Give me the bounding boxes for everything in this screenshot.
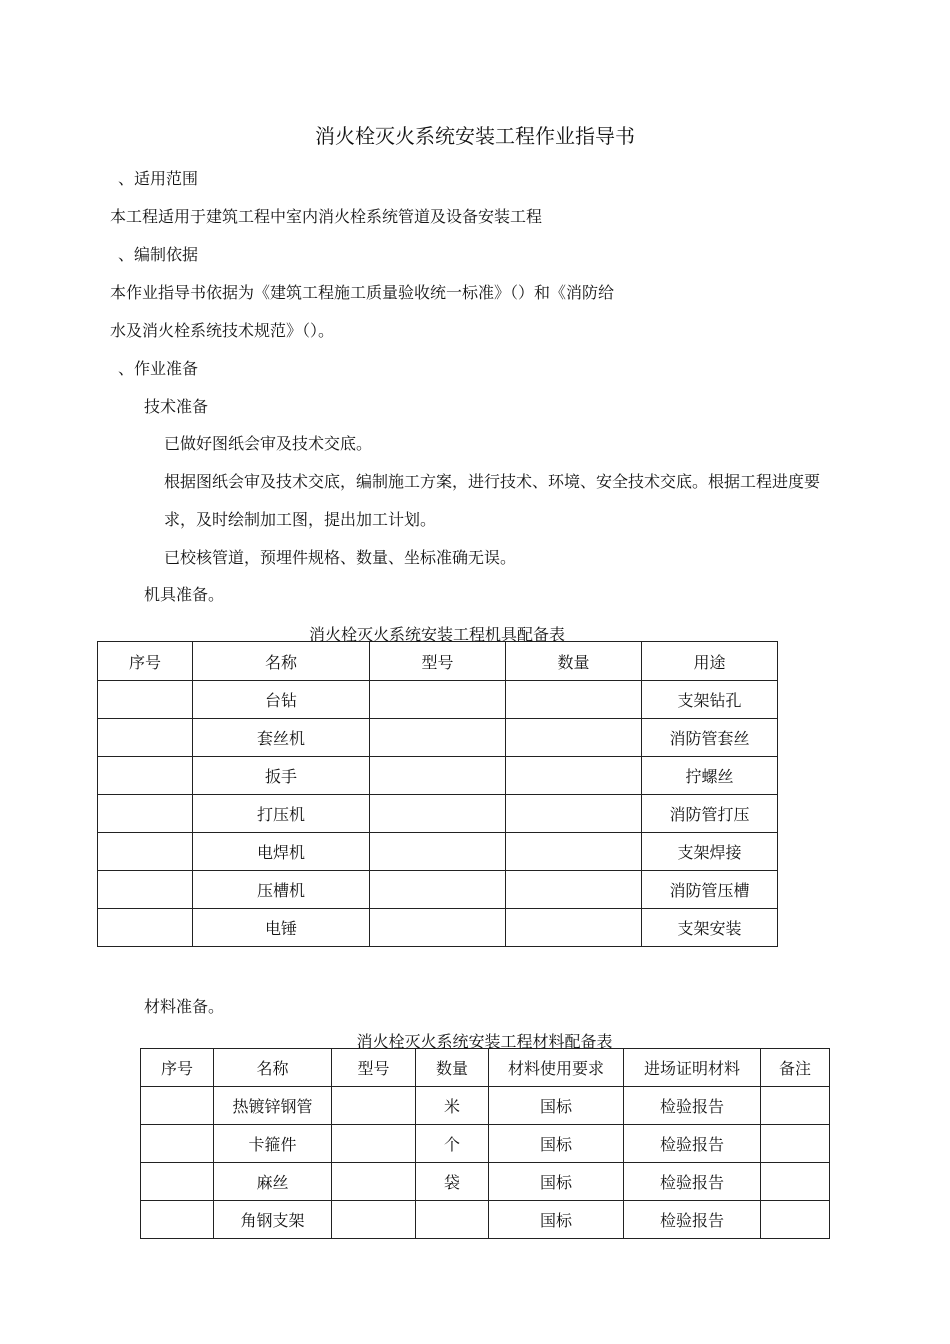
table-cell: [141, 1163, 214, 1201]
tech-item-2-line1: 根据图纸会审及技术交底，编制施工方案，进行技术、环境、安全技术交底。根据工程进度要: [164, 472, 821, 491]
table-cell: [761, 1201, 830, 1239]
table-row: [98, 909, 778, 947]
table-cell: [506, 681, 642, 719]
table-cell: 台钻: [193, 681, 370, 719]
table-cell: [98, 681, 193, 719]
table-row: [141, 1201, 830, 1239]
table-cell: [761, 1163, 830, 1201]
table-cell: 拧螺丝: [642, 757, 778, 795]
table-cell: [332, 1087, 416, 1125]
table-cell: [506, 909, 642, 947]
table-row: [98, 719, 778, 757]
table-cell: 个: [416, 1125, 489, 1163]
table-cell: [416, 1201, 489, 1239]
subheading-material-prep: 材料准备。: [144, 997, 225, 1016]
table-row: [141, 1087, 830, 1125]
section-heading-preparation: 、作业准备: [118, 359, 199, 378]
table-cell: 检验报告: [624, 1125, 761, 1163]
machine-table-header-row: [98, 642, 778, 681]
table-cell: [332, 1163, 416, 1201]
table-row: [141, 1163, 830, 1201]
table-cell: [141, 1125, 214, 1163]
table-cell: 支架钻孔: [642, 681, 778, 719]
material-table-header-cell: 序号: [141, 1049, 214, 1087]
table-cell: [370, 681, 506, 719]
table-cell: 袋: [416, 1163, 489, 1201]
table-cell: [761, 1125, 830, 1163]
table-cell: [506, 719, 642, 757]
material-table: [140, 1048, 830, 1239]
material-table-header-cell: 备注: [761, 1049, 830, 1087]
table-cell: 支架安装: [642, 909, 778, 947]
material-table-body: [141, 1049, 830, 1239]
table-cell: 电锤: [193, 909, 370, 947]
table-row: [98, 871, 778, 909]
table-cell: [332, 1125, 416, 1163]
table-cell: 麻丝: [214, 1163, 332, 1201]
machine-table-header-cell: 序号: [98, 642, 193, 681]
machine-table: [97, 641, 778, 947]
section-heading-basis: 、编制依据: [118, 245, 199, 264]
table-row: [98, 681, 778, 719]
table-cell: 国标: [489, 1087, 624, 1125]
table-cell: 支架焊接: [642, 833, 778, 871]
section-body-scope: 本工程适用于建筑工程中室内消火栓系统管道及设备安装工程: [110, 207, 543, 226]
material-table-header-cell: 型号: [332, 1049, 416, 1087]
table-cell: [332, 1201, 416, 1239]
table-cell: 扳手: [193, 757, 370, 795]
table-cell: [98, 909, 193, 947]
material-table-caption: 消火栓灭火系统安装工程材料配备表: [356, 1032, 613, 1051]
material-table-header-cell: 材料使用要求: [489, 1049, 624, 1087]
table-cell: [506, 871, 642, 909]
machine-table-header-cell: 名称: [193, 642, 370, 681]
table-row: [98, 757, 778, 795]
material-table-header-cell: 进场证明材料: [624, 1049, 761, 1087]
table-cell: [370, 909, 506, 947]
table-cell: 检验报告: [624, 1087, 761, 1125]
table-cell: [98, 833, 193, 871]
table-cell: [98, 871, 193, 909]
table-cell: [98, 795, 193, 833]
table-cell: 角钢支架: [214, 1201, 332, 1239]
table-cell: [141, 1087, 214, 1125]
table-cell: 国标: [489, 1163, 624, 1201]
material-table-header-row: [141, 1049, 830, 1087]
table-cell: [506, 833, 642, 871]
table-cell: 检验报告: [624, 1163, 761, 1201]
table-cell: [370, 871, 506, 909]
table-cell: 压槽机: [193, 871, 370, 909]
table-cell: [506, 795, 642, 833]
table-cell: 国标: [489, 1201, 624, 1239]
table-cell: [98, 757, 193, 795]
subheading-tech-prep: 技术准备: [144, 397, 209, 416]
subheading-machine-prep: 机具准备。: [144, 585, 225, 604]
machine-table-body: [98, 642, 778, 947]
material-table-header-cell: 数量: [416, 1049, 489, 1087]
table-cell: [506, 757, 642, 795]
machine-table-header-cell: 型号: [370, 642, 506, 681]
table-row: [98, 795, 778, 833]
tech-item-2-line2: 求，及时绘制加工图，提出加工计划。: [164, 510, 437, 529]
table-cell: 检验报告: [624, 1201, 761, 1239]
machine-table-header-cell: 用途: [642, 642, 778, 681]
machine-table-caption: 消火栓灭火系统安装工程机具配备表: [308, 625, 565, 644]
table-cell: 消防管压槽: [642, 871, 778, 909]
tech-item-3: 已校核管道，预埋件规格、数量、坐标准确无误。: [164, 548, 517, 567]
table-cell: [141, 1201, 214, 1239]
table-cell: 国标: [489, 1125, 624, 1163]
table-cell: 消防管打压: [642, 795, 778, 833]
table-cell: [370, 795, 506, 833]
table-row: [98, 833, 778, 871]
table-cell: 热镀锌钢管: [214, 1087, 332, 1125]
table-cell: 套丝机: [193, 719, 370, 757]
table-cell: 米: [416, 1087, 489, 1125]
material-table-header-cell: 名称: [214, 1049, 332, 1087]
section-heading-scope: 、适用范围: [118, 169, 199, 188]
section-body-basis-line1: 本作业指导书依据为《建筑工程施工质量验收统一标准》（）和《消防给: [110, 283, 615, 302]
table-cell: 卡箍件: [214, 1125, 332, 1163]
table-cell: [761, 1087, 830, 1125]
section-body-basis-line2: 水及消火栓系统技术规范》（）。: [110, 321, 335, 340]
table-cell: [98, 719, 193, 757]
tech-item-1: 已做好图纸会审及技术交底。: [164, 434, 373, 453]
table-cell: [370, 719, 506, 757]
table-cell: 打压机: [193, 795, 370, 833]
table-cell: 电焊机: [193, 833, 370, 871]
table-cell: [370, 833, 506, 871]
document-title: 消火栓灭火系统安装工程作业指导书: [315, 124, 635, 148]
table-cell: 消防管套丝: [642, 719, 778, 757]
table-cell: [370, 757, 506, 795]
table-row: [141, 1125, 830, 1163]
machine-table-header-cell: 数量: [506, 642, 642, 681]
